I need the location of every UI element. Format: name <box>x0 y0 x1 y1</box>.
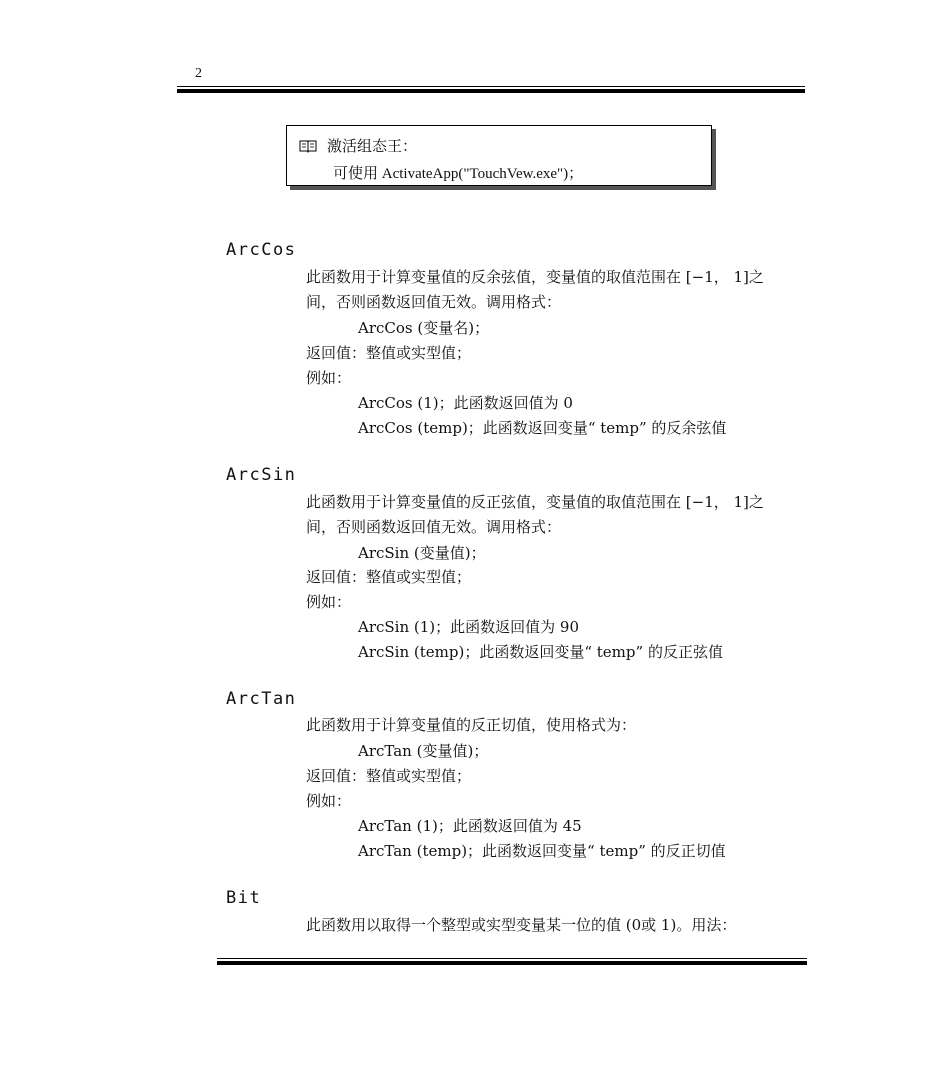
section-heading-arctan: ArcTan <box>226 689 297 709</box>
section-line: 间，否则函数返回值无效。调用格式： <box>306 518 562 536</box>
section-line: 返回值：整值或实型值； <box>306 344 472 362</box>
example-line: ArcCos (1)；此函数返回值为 0 <box>358 394 573 412</box>
page-number: 2 <box>195 66 202 81</box>
section-line: 此函数用于计算变量值的反正切值，使用格式为： <box>306 716 637 734</box>
section-line: 此函数用以取得一个整型或实型变量某一位的值 (0或 1)。用法： <box>306 916 737 934</box>
section-line: 此函数用于计算变量值的反余弦值，变量值的取值范围在 [−1， 1]之 <box>306 268 764 286</box>
note-body: 可使用 ActivateApp("TouchVew.exe")； <box>333 166 584 182</box>
section-line: 返回值：整值或实型值； <box>306 568 472 586</box>
note-box <box>286 125 712 186</box>
section-heading-arcsin: ArcSin <box>226 465 297 485</box>
section-heading-bit: Bit <box>226 888 262 908</box>
syntax-line: ArcTan (变量值)； <box>358 742 489 760</box>
syntax-line: ArcCos (变量名)； <box>358 319 490 337</box>
section-heading-arccos: ArcCos <box>226 240 297 260</box>
example-line: ArcCos (temp)；此函数返回变量“ temp” 的反余弦值 <box>358 419 727 437</box>
section-line: 返回值：整值或实型值； <box>306 767 472 785</box>
section-line: 间，否则函数返回值无效。调用格式： <box>306 293 562 311</box>
section-line: 例如： <box>306 369 352 387</box>
example-line: ArcTan (1)；此函数返回值为 45 <box>358 817 582 835</box>
note-title: 激活组态王： <box>327 137 418 155</box>
header-rule <box>177 86 805 93</box>
example-line: ArcTan (temp)；此函数返回变量“ temp” 的反正切值 <box>358 842 726 860</box>
section-line: 例如： <box>306 593 352 611</box>
example-line: ArcSin (temp)；此函数返回变量“ temp” 的反正弦值 <box>358 643 723 661</box>
footer-rule <box>217 958 807 965</box>
syntax-line: ArcSin (变量值)； <box>358 544 486 562</box>
open-book-icon <box>299 139 317 153</box>
example-line: ArcSin (1)；此函数返回值为 90 <box>358 618 580 636</box>
section-line: 例如： <box>306 792 352 810</box>
section-line: 此函数用于计算变量值的反正弦值，变量值的取值范围在 [−1， 1]之 <box>306 493 764 511</box>
note-title-row <box>299 135 417 156</box>
